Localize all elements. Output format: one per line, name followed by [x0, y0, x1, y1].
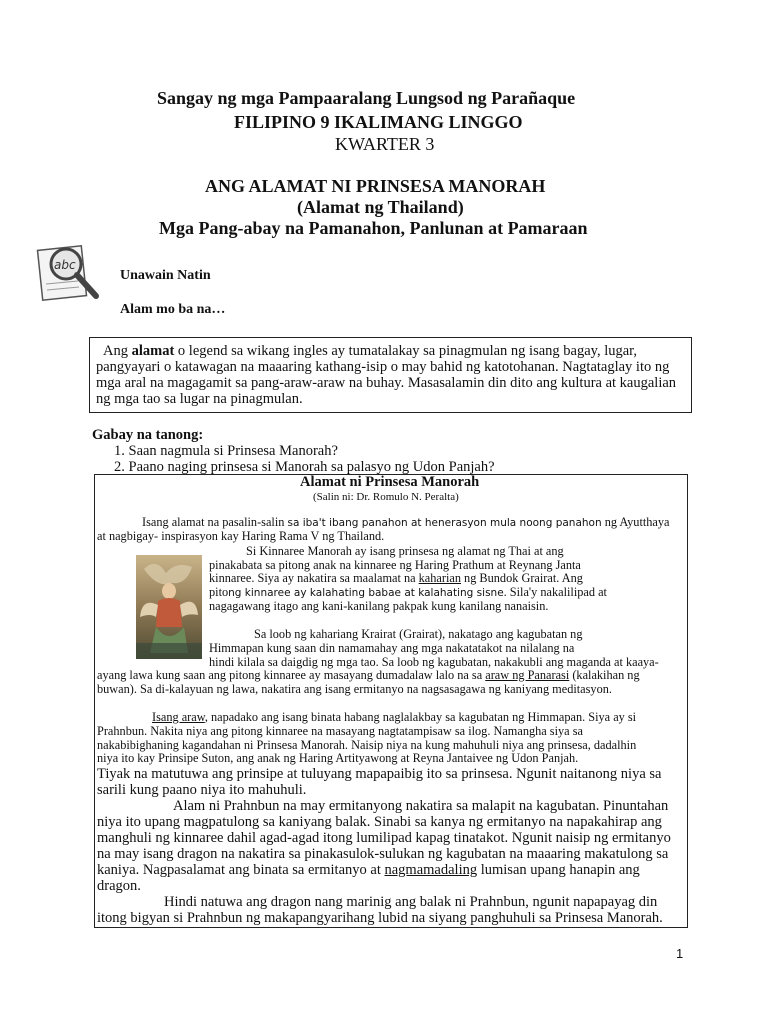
story-p6-line4: na may isang dragon na nakatira sa pinakasulok-sulukan ng kagubatan na maaaring makatulong sa — [97, 846, 669, 862]
story-p6-line1: Alam ni Prahnbun na may ermitanyong nakatira sa malapit na kagubatan. Pinuntahan — [173, 798, 669, 814]
story-p3-line4: ayang lawa kung saan ang pitong kinnaree ay masayang dumadalaw lalo na sa araw ng Panarasi (kalakihan ng — [97, 668, 640, 682]
district-header: Sangay ng mga Pampaaralang Lungsod ng Parañaque — [157, 88, 576, 108]
quarter-label: KWARTER 3 — [335, 134, 435, 154]
story-p1-line1: Isang alamat na pasalin-salin sa iba't ibang panahon at henerasyon mula noong panahon ng Ayutthaya — [142, 515, 670, 529]
intro-line-2: pangyayari o katawagan na maaaring kathang-isip o may bahid ng katotohanan. Nagtataglay ito ng — [96, 359, 670, 375]
intro-line-3: mga aral na magagamit sa pang-araw-araw na buhay. Masasalamin din dito ang kultura at kaugalian — [96, 375, 677, 391]
story-p3-line1: Sa loob ng kahariang Krairat (Grairat), nakatago ang kagubatan ng — [254, 627, 583, 641]
story-p3-line5: buwan). Sa di-kalayuan ng lawa, nakatira ang isang ermitanyo na nagsasagawa ng kaniyang meditasyon. — [97, 682, 612, 696]
story-p2-line3: kinnaree. Siya ay nakatira sa maalamat na kaharian ng Bundok Grairat. Ang — [209, 571, 583, 585]
story-credit: (Salin ni: Dr. Romulo N. Peralta) — [313, 491, 459, 503]
magnifier-abc-icon — [32, 240, 108, 304]
manorah-illustration — [136, 555, 202, 659]
story-p4-line4: niya ito kay Prinsipe Suton, ang anak ng Haring Artityawong at Reyna Jantaivee ng Udon Panjah. — [97, 751, 579, 765]
page-number: 1 — [676, 946, 684, 961]
story-p4-line1: Isang araw, napadako ang isang binata habang naglalakbay sa kagubatan ng Himmapan. Siya ay si — [152, 710, 637, 724]
lesson-title: ANG ALAMAT NI PRINSESA MANORAH — [205, 176, 546, 196]
lesson-topic: Mga Pang-abay na Pamanahon, Panlunan at Pamaraan — [159, 218, 588, 238]
gabay-question-2: 2. Paano naging prinsesa si Manorah sa palasyo ng Udon Panjah? — [114, 459, 495, 475]
story-p5-line2: sarili kung paano niya ito mahuhuli. — [97, 782, 307, 798]
gabay-title: Gabay na tanong: — [92, 427, 204, 443]
intro-line-1: Ang alamat o legend sa wikang ingles ay tumatalakay sa pinagmulan ng isang bagay, lugar, — [103, 343, 638, 359]
story-p2-line2: pinakabata sa pitong anak na kinnaree ng Haring Prathum at Reynang Janta — [209, 558, 581, 572]
story-p4-line3: nakabibighaning kagandahan ni Prinsesa Manorah. Naisip niya na kung mahuhuli niya ang prinsesa, dadalhin — [97, 738, 637, 752]
story-p3-line2: Himmapan kung saan din namamahay ang mga nakatatakot na nilalang na — [209, 641, 575, 655]
story-p7-line1: Hindi natuwa ang dragon nang marinig ang balak ni Prahnbun, ngunit napapayag din — [164, 894, 658, 910]
story-p2-line5: nagagawang itago ang kani-kanilang pakpak kung kanilang nanaisin. — [209, 599, 549, 613]
story-p1-line2: at nagbigay- inspirasyon kay Haring Rama V ng Thailand. — [97, 529, 385, 543]
svg-text:abc: abc — [54, 258, 76, 272]
story-p7-line2: itong bigyan si Prahnbun ng makapangyarihang lubid na siyang panghuhuli sa Prinsesa Manorah. — [97, 910, 663, 926]
lesson-subtitle: (Alamat ng Thailand) — [297, 197, 464, 217]
section-unawain: Unawain Natin — [120, 268, 211, 283]
gabay-question-1: 1. Saan nagmula si Prinsesa Manorah? — [114, 443, 338, 459]
subject-week: FILIPINO 9 IKALIMANG LINGGO — [234, 112, 523, 132]
story-p2-line4: pitong kinnaree ay kalahating babae at kalahating sisne. Sila'y nakalilipad at — [209, 585, 607, 599]
story-p6-line3: manghuli ng kinnaree dahil agad-agad itong lumilipad kapag tinatakot. Ngunit naisip ng ermitanyo — [97, 830, 671, 846]
story-title: Alamat ni Prinsesa Manorah — [300, 474, 480, 490]
story-p6-line2: niya ito upang magpatulong sa kaniyang balak. Sinabi sa kanya ng ermitanyo na napakahirap ang — [97, 814, 662, 830]
story-p6-line6: dragon. — [97, 878, 141, 894]
story-p3-line3: hindi kilala sa daigdig ng mga tao. Sa loob ng kagubatan, nakakubli ang maganda at kaaya- — [209, 655, 659, 669]
story-p2-line1: Si Kinnaree Manorah ay isang prinsesa ng alamat ng Thai at ang — [246, 544, 564, 558]
intro-line-4: ng mga tao sa lugar na pinagmulan. — [96, 391, 303, 407]
story-p5-line1: Tiyak na matutuwa ang prinsipe at tuluyang mapapaibig ito sa prinsesa. Ngunit naitanong niya sa — [97, 766, 662, 782]
story-p4-line2: Prahnbun. Nakita niya ang pitong kinnaree na masayang nagtatampisaw sa ilog. Namangha siya sa — [97, 724, 583, 738]
section-alam: Alam mo ba na… — [120, 302, 226, 317]
story-p6-line5: kaniya. Nagpasalamat ang binata sa ermitanyo at nagmamadaling lumisan upang hanapin ang — [97, 862, 640, 878]
